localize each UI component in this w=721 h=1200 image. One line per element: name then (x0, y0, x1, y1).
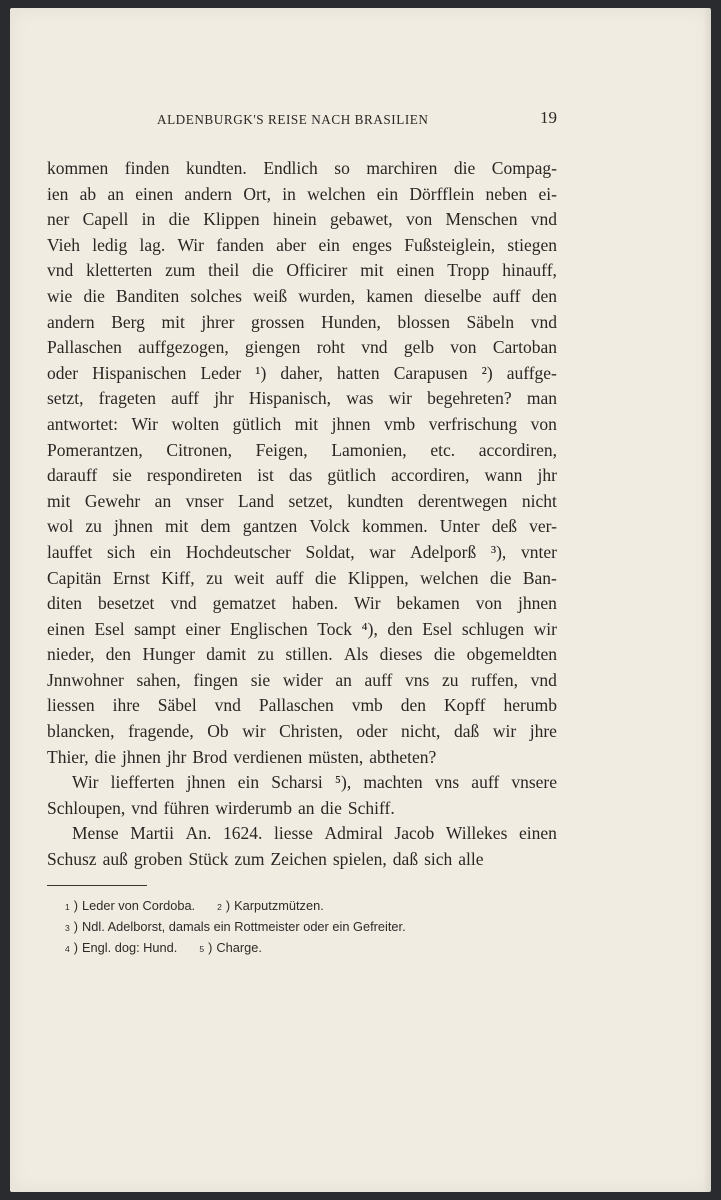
footnote-paren: ) (73, 898, 78, 913)
footnote: 1 ) Leder von Cordoba. (65, 898, 196, 913)
text-line: nieder, den Hunger damit zu stillen. Als dieses die obgemeldten (47, 644, 557, 665)
text-line: antwortet: Wir wolten gütlich mit jhnen vmb verfrischung von (47, 413, 557, 434)
text-line: Wir liefferten jhnen ein Scharsi ⁵), machten vns auff vnsere (72, 772, 557, 793)
text-line: kommen finden kundten. Endlich so marchiren die Compag- (47, 158, 557, 178)
text-line: ien ab an einen andern Ort, in welchen ein Dörfflein neben ei- (47, 183, 557, 204)
footnote-text: Charge. (216, 940, 262, 955)
footnote-paren: ) (208, 940, 213, 955)
main-text (47, 158, 557, 875)
text-line: wol zu jhnen mit dem gantzen Volck kommen. Unter deß ver- (47, 516, 557, 537)
page-header (47, 108, 557, 130)
text-line: diten besetzet vnd gematzet haben. Wir bekamen von jhnen (47, 593, 557, 614)
text-line: setzt, frageten auff jhr Hispanisch, was wir begehreten? man (47, 388, 557, 409)
text-line: blancken, fragende, Ob wir Christen, oder nicht, daß wir jhre (47, 721, 557, 742)
footnote-paren: ) (225, 898, 231, 913)
footnotes (47, 898, 557, 961)
footnote-paren: ) (73, 919, 78, 934)
text-line: Mense Martii An. 1624. liesse Admiral Jacob Willekes einen (72, 823, 557, 844)
text-line: andern Berg mit jhrer grossen Hunden, blossen Säbeln vnd (47, 311, 557, 332)
text-line: ner Capell in die Klippen hinein gebawet, von Menschen vnd (47, 209, 557, 230)
text-line: Pomerantzen, Citronen, Feigen, Lamonien, etc. accordiren, (47, 439, 557, 460)
text-line: Capitän Ernst Kiff, zu weit auff die Klippen, welchen die Ban- (47, 567, 557, 588)
text-line: mit Gewehr an vnser Land setzet, kundten derentwegen nicht (47, 490, 557, 511)
footnote-text: Engl. dog: Hund. (82, 940, 178, 955)
text-line: Vieh ledig lag. Wir fanden aber ein enges Fußsteiglein, stiegen (47, 234, 557, 255)
running-head: ALDENBURGK'S REISE NACH BRASILIEN (157, 112, 429, 127)
page-number: 19 (540, 108, 557, 127)
footnote: 2 ) Karputzmützen. (217, 898, 324, 913)
text-line: oder Hispanischen Leder ¹) daher, hatten Carapusen ²) auffge- (47, 362, 557, 383)
footnote-paren: ) (73, 940, 78, 955)
text-line: Pallaschen auffgezogen, giengen roht vnd gelb von Cartoban (47, 337, 557, 358)
text-line: Jnnwohner sahen, fingen sie wider an auff vns zu ruffen, vnd (47, 669, 557, 690)
footnote-divider (47, 885, 147, 886)
footnote-text: Leder von Cordoba. (82, 898, 196, 913)
footnote: 5 ) Charge. (199, 940, 262, 955)
footnote: 4 ) Engl. dog: Hund. (65, 940, 178, 955)
text-line: wie die Banditen solches weiß wurden, kamen dieselbe auff den (47, 285, 557, 306)
text-line: einen Esel sampt einer Englischen Tock ⁴), den Esel schlugen wir (47, 618, 557, 639)
text-line: darauff sie respondireten ist das gütlich accordiren, wann jhr (47, 465, 557, 486)
text-line: vnd kletterten zum theil die Officirer mit einen Tropp hinauff, (47, 260, 557, 281)
footnote-text: Karputzmützen. (234, 898, 324, 913)
text-line: liessen ihre Säbel vnd Pallaschen vmb den Kopff herumb (47, 695, 557, 716)
book-page (10, 8, 711, 1192)
text-line: Thier, die jhnen jhr Brod verdienen müsten, abtheten? (47, 746, 437, 767)
text-line: Schusz auß groben Stück zum Zeichen spielen, daß sich alle (47, 849, 484, 870)
footnote-line (47, 919, 557, 940)
footnote-line (47, 940, 557, 961)
footnote-text: Ndl. Adelborst, damals ein Rottmeister oder ein Gefreiter. (82, 919, 406, 934)
page-edge-shadow (703, 8, 711, 1192)
footnote: 3 ) Ndl. Adelborst, damals ein Rottmeister oder ein Gefreiter. (65, 919, 406, 934)
footnote-line (47, 898, 557, 919)
text-line: lauffet sich ein Hochdeutscher Soldat, war Adelporß ³), vnter (47, 541, 557, 562)
text-line: Schloupen, vnd führen wirderumb an die Schiff. (47, 797, 395, 818)
